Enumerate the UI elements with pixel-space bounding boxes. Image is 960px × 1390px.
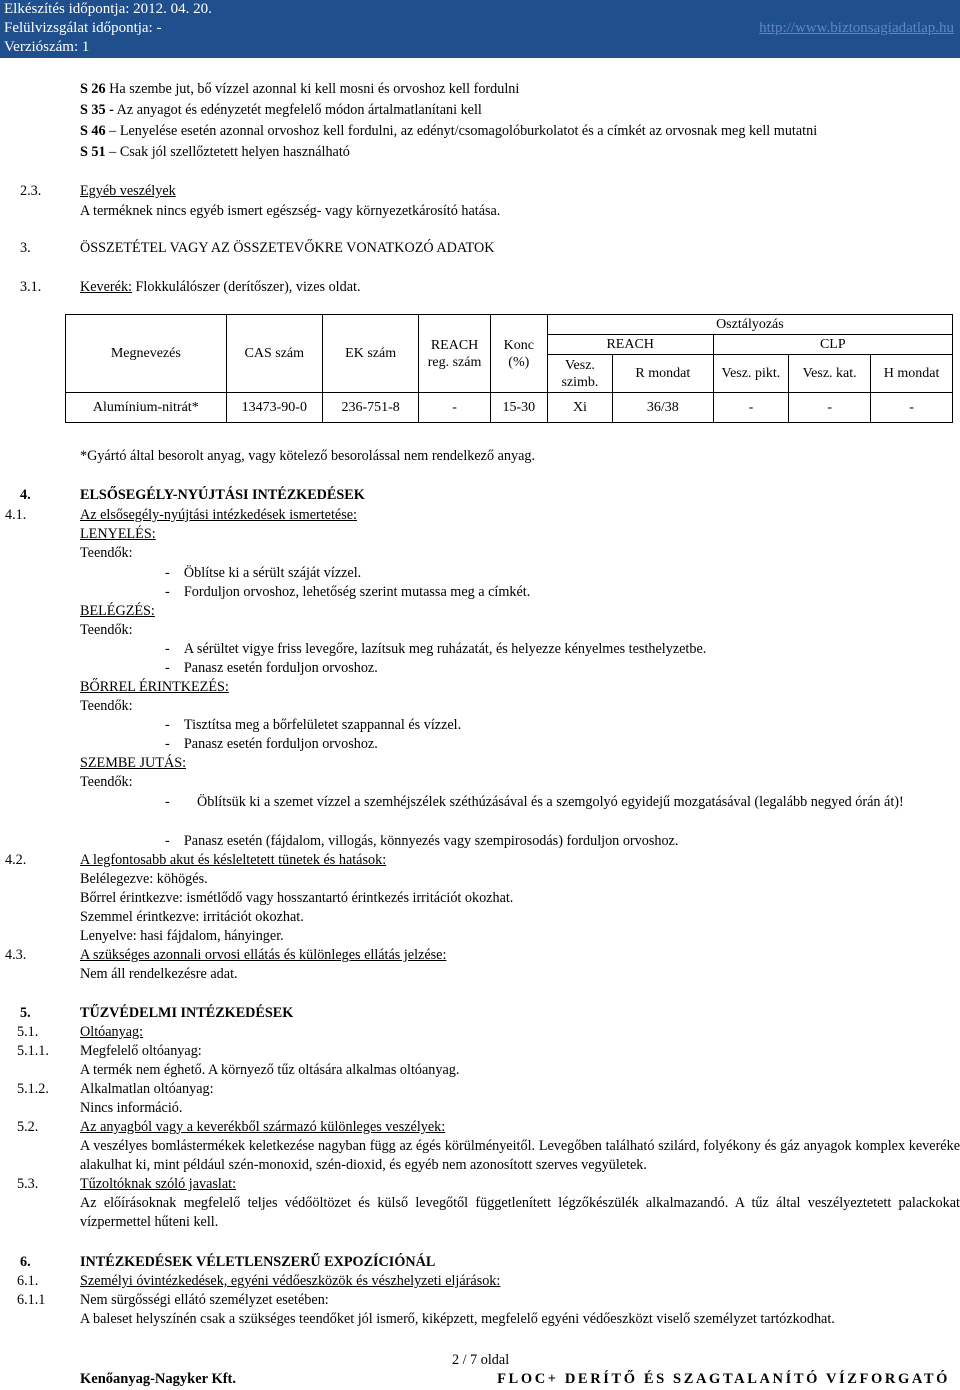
section-4-number: 4. <box>20 487 31 503</box>
list-item: - Tisztítsa meg a bőrfelületet szappannal és vízzel. <box>165 717 462 733</box>
section-5-3-title: Tűzoltóknak szóló javaslat: <box>80 1176 237 1192</box>
list-item: - Panasz esetén forduljon orvoshoz. <box>165 736 378 752</box>
header-r-mondat: R mondat <box>613 355 714 393</box>
section-6-1-1-number: 6.1.1 <box>17 1292 46 1308</box>
section-5-1-2-text: Nincs információ. <box>80 1100 183 1116</box>
header-cas: CAS szám <box>226 315 322 393</box>
header-clp: CLP <box>713 335 952 355</box>
symptom-line: Bőrrel érintkezve: ismétlődő vagy hosszantartó érintkezés irritációt okozhat. <box>80 890 514 906</box>
header-reach: REACH <box>547 335 713 355</box>
section-3-number: 3. <box>20 240 31 256</box>
section-5-1-1-text: A termék nem éghető. A környező tűz oltására alkalmas oltóanyag. <box>80 1062 460 1078</box>
symptom-line: Lenyelve: hasi fájdalom, hányinger. <box>80 928 284 944</box>
section-3-1-line: Keverék: Flokkulálószer (derítőszer), vizes oldat. <box>80 279 361 295</box>
section-6-1-1-text: A baleset helyszínén csak a szükséges teendőket jól ismerő, kiképzett, megfelelő egyéni védőeszközt viselő személyzet tartózkodhat. <box>80 1311 835 1327</box>
teendok-label: Teendők: <box>80 774 133 790</box>
company-name: Kenőanyag-Nagyker Kft. <box>80 1371 237 1387</box>
s-phrase-51: S 51 – Csak jól szellőztetett helyen használható <box>80 144 350 160</box>
section-5-3-number: 5.3. <box>17 1176 39 1192</box>
cell-cas: 13473-90-0 <box>226 393 322 423</box>
header-vesz-kat: Vesz. kat. <box>789 355 871 393</box>
section-4-title: ELSŐSEGÉLY-NYÚJTÁSI INTÉZKEDÉSEK <box>80 487 365 503</box>
symptom-line: Szemmel érintkezve: irritációt okozhat. <box>80 909 304 925</box>
section-5-2-text: A veszélyes bomlástermékek keletkezése nagyban függ az égés körülményeitől. Levegőben található szilárd, folyékony és gáz anyagok komplex keveréke alakulhat ki, mint például szén-monoxid, szén-dioxid, és egyéb nem azonosított szerves vegyületek. <box>80 1138 960 1173</box>
section-4-1-number: 4.1. <box>5 507 27 523</box>
prepared-date: Elkészítés időpontja: 2012. 04. 20. <box>4 1 212 17</box>
section-4-3-text: Nem áll rendelkezésre adat. <box>80 966 238 982</box>
teendok-label: Teendők: <box>80 545 133 561</box>
section-5-2-number: 5.2. <box>17 1119 39 1135</box>
section-6-1-number: 6.1. <box>17 1273 39 1289</box>
section-5-1-1-title: Megfelelő oltóanyag: <box>80 1043 202 1059</box>
cell-reach-reg: - <box>419 393 490 423</box>
header-osztalyozas: Osztályozás <box>547 315 952 335</box>
list-item: - Panasz esetén forduljon orvoshoz. <box>165 660 378 676</box>
teendok-label: Teendők: <box>80 698 133 714</box>
section-5-1-2-number: 5.1.2. <box>17 1081 49 1097</box>
cell-konc: 15-30 <box>490 393 547 423</box>
list-item: - Öblítse ki a sérült száját vízzel. <box>165 565 362 581</box>
section-2-3-title: Egyéb veszélyek <box>80 183 176 199</box>
header-vesz-pikt: Vesz. pikt. <box>713 355 789 393</box>
section-3-title: ÖSSZETÉTEL VAGY AZ ÖSSZETEVŐKRE VONATKOZÓ ADATOK <box>80 240 495 256</box>
section-5-number: 5. <box>20 1005 31 1021</box>
product-name: FLOC+ DERÍTŐ ÉS SZAGTALANÍTÓ VÍZFORGATÓ <box>497 1371 950 1387</box>
header-konc: Konc (%) <box>490 315 547 393</box>
section-4-1-title: Az elsősegély-nyújtási intézkedések ismertetése: <box>80 507 357 523</box>
section-4-2-title: A legfontosabb akut és késleltetett tünetek és hatások: <box>80 852 387 868</box>
version-number: Verziószám: 1 <box>4 39 90 55</box>
section-6-number: 6. <box>20 1254 31 1270</box>
section-5-1-number: 5.1. <box>17 1024 39 1040</box>
szembe-heading: SZEMBE JUTÁS: <box>80 755 187 771</box>
list-dash: - <box>165 794 170 810</box>
symptom-line: Belélegezve: köhögés. <box>80 871 208 887</box>
cell-vesz-szimb: Xi <box>547 393 612 423</box>
teendok-label: Teendők: <box>80 622 133 638</box>
section-4-3-title: A szükséges azonnali orvosi ellátás és különleges ellátás jelzése: <box>80 947 447 963</box>
list-item: - Forduljon orvoshoz, lehetőség szerint mutassa meg a címkét. <box>165 584 531 600</box>
cell-h-mondat: - <box>871 393 953 423</box>
s-phrase-35: S 35 - Az anyagot és edényzetét megfelelő módon ártalmatlanítani kell <box>80 102 482 118</box>
section-2-3-number: 2.3. <box>20 183 42 199</box>
table-row <box>66 393 953 423</box>
list-item: Öblítsük ki a szemet vízzel a szemhéjszélek széthúzásával és a szemgolyó egyidejű mozgatásával (legalább negyed órán át)! <box>197 794 904 810</box>
section-5-1-2-title: Alkalmatlan oltóanyag: <box>80 1081 214 1097</box>
section-5-3-text: Az előírásoknak megfelelő teljes védőöltözet és külső levegőtől függetlenített légzőkészülék alkalmazandó. A tűz által veszélyeztetett palackokat vízpermettel hűteni kell. <box>80 1195 960 1230</box>
header-ek: EK szám <box>322 315 418 393</box>
cell-vesz-kat: - <box>789 393 871 423</box>
section-3-1-number: 3.1. <box>20 279 42 295</box>
belegzes-heading: BELÉGZÉS: <box>80 603 155 619</box>
section-5-1-title: Oltóanyag: <box>80 1024 144 1040</box>
cell-name: Alumínium-nitrát* <box>66 393 227 423</box>
s-phrase-26: S 26 Ha szembe jut, bő vízzel azonnal ki kell mosni és orvoshoz kell fordulni <box>80 81 520 97</box>
header-megnevezes: Megnevezés <box>66 315 227 393</box>
section-4-3-number: 4.3. <box>5 947 27 963</box>
section-4-2-number: 4.2. <box>5 852 27 868</box>
table-footnote: *Gyártó által besorolt anyag, vagy kötelező besorolással nem rendelkező anyag. <box>80 448 536 464</box>
header-h-mondat: H mondat <box>871 355 953 393</box>
page-number: 2 / 7 oldal <box>452 1352 510 1368</box>
list-item: - Panasz esetén (fájdalom, villogás, könnyezés vagy szempirosodás) forduljon orvoshoz. <box>165 833 679 849</box>
header-reach-reg: REACH reg. szám <box>419 315 490 393</box>
section-6-1-title: Személyi óvintézkedések, egyéni védőeszközök és vészhelyzeti eljárások: <box>80 1273 501 1289</box>
borrel-heading: BŐRREL ÉRINTKEZÉS: <box>80 679 229 695</box>
page-header <box>0 0 960 58</box>
header-vesz-szimb: Vesz. szimb. <box>547 355 612 393</box>
lenyeles-heading: LENYELÉS: <box>80 526 156 542</box>
section-2-3-text: A terméknek nincs egyéb ismert egészség- vagy környezetkárosító hatása. <box>80 203 501 219</box>
review-date: Felülvizsgálat időpontja: - <box>4 20 162 36</box>
header-meta <box>4 0 212 57</box>
cell-vesz-pikt: - <box>713 393 789 423</box>
s-phrase-46: S 46 – Lenyelése esetén azonnal orvoshoz kell fordulni, az edényt/csomagolóburkolatot és a címkét az orvosnak meg kell mutatni <box>80 123 818 139</box>
section-6-1-1-title: Nem sürgősségi ellátó személyzet esetében: <box>80 1292 329 1308</box>
section-6-title: INTÉZKEDÉSEK VÉLETLENSZERŰ EXPOZÍCIÓNÁL <box>80 1254 436 1270</box>
cell-ek: 236-751-8 <box>322 393 418 423</box>
section-5-title: TŰZVÉDELMI INTÉZKEDÉSEK <box>80 1005 294 1021</box>
website-link[interactable]: http://www.biztonsagiadatlap.hu <box>759 20 954 36</box>
section-5-1-1-number: 5.1.1. <box>17 1043 49 1059</box>
composition-table <box>65 314 953 423</box>
cell-r-mondat: 36/38 <box>613 393 714 423</box>
list-item: - A sérültet vigye friss levegőre, lazítsuk meg ruházatát, és helyezze kényelmes testhelyzetbe. <box>165 641 707 657</box>
section-5-2-title: Az anyagból vagy a keverékből származó különleges veszélyek: <box>80 1119 446 1135</box>
